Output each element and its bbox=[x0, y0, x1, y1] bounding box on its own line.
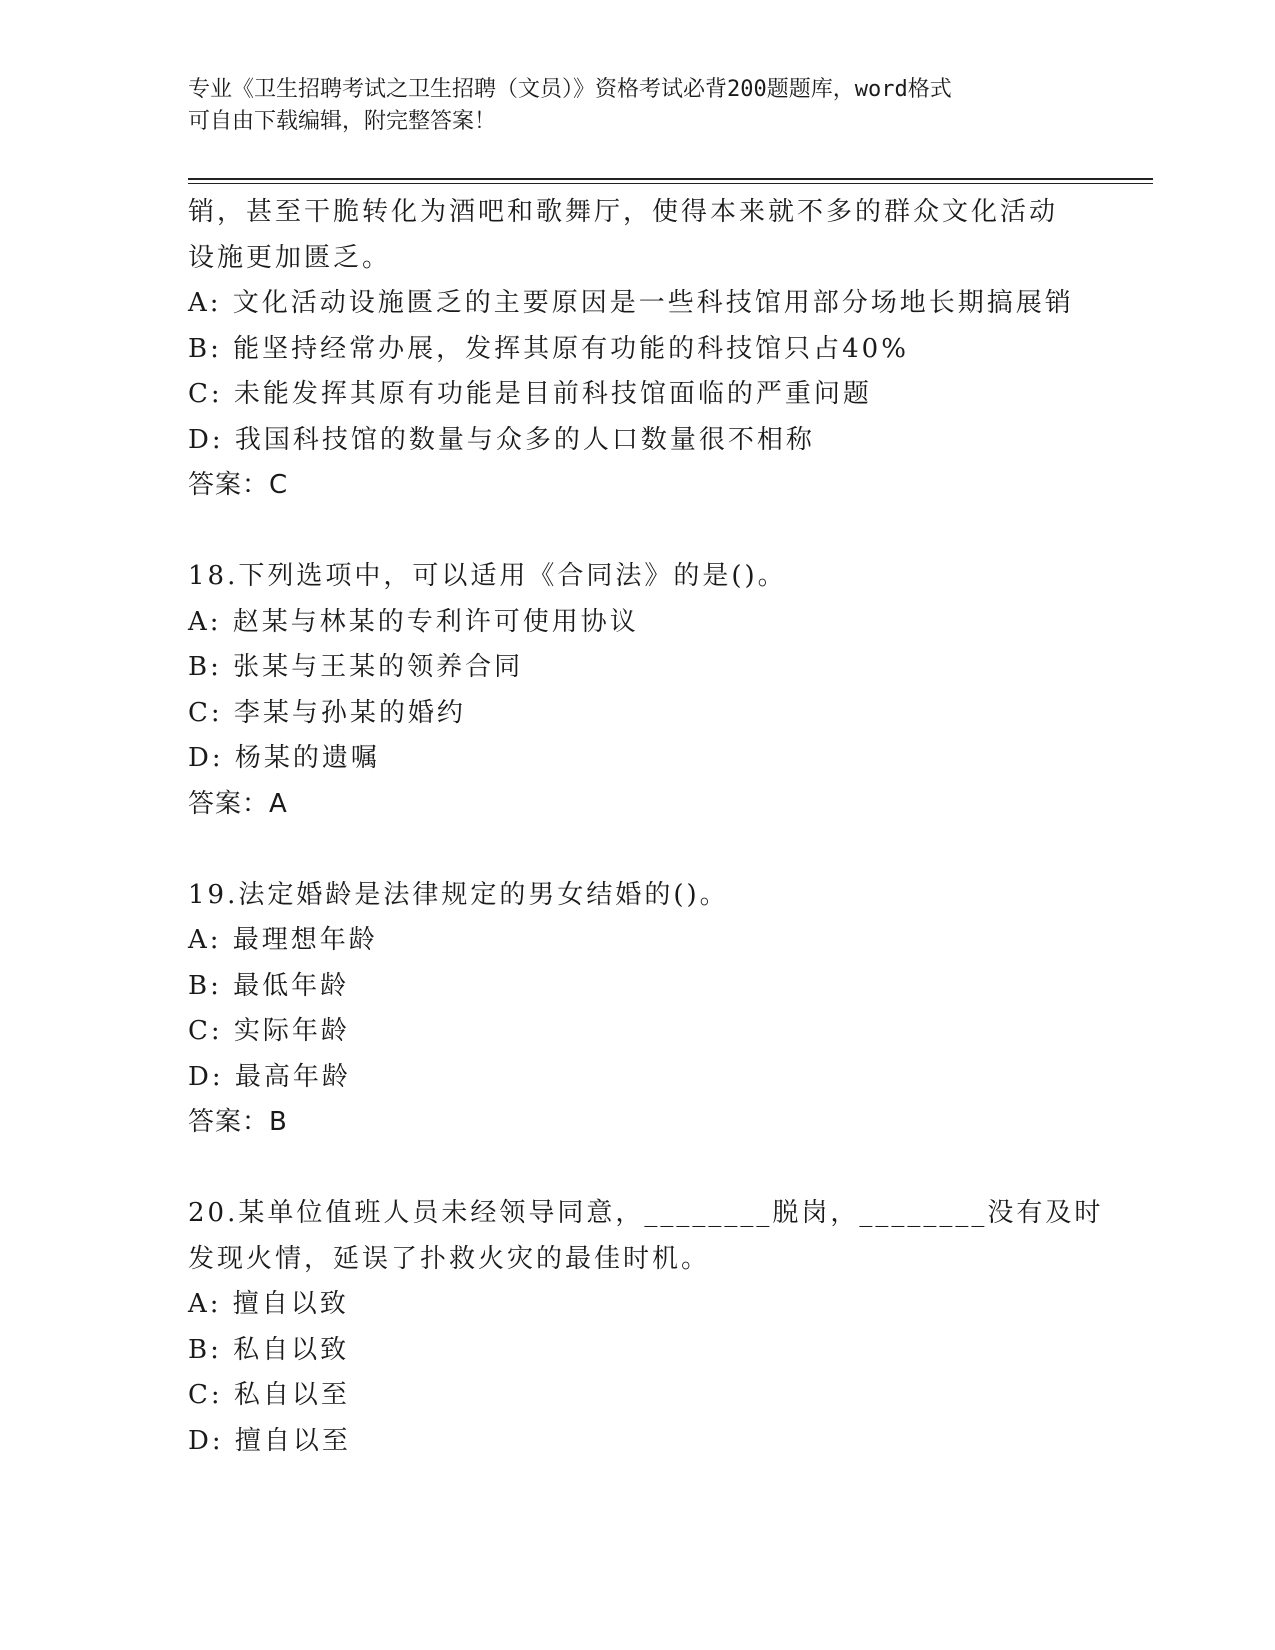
document-header bbox=[188, 74, 1088, 138]
spacer bbox=[188, 827, 1088, 873]
option-c: C: 实际年龄 bbox=[188, 1016, 350, 1046]
question-text-line: 销，甚至干脆转化为酒吧和歌舞厅，使得本来就不多的群众文化活动 bbox=[188, 197, 1059, 227]
option-a: A: 擅自以致 bbox=[188, 1289, 349, 1319]
option-b: B: 张某与王某的领养合同 bbox=[188, 652, 524, 682]
answer-line: 答案：A bbox=[188, 788, 288, 819]
question-20 bbox=[188, 1191, 1104, 1464]
header-divider-thick bbox=[188, 178, 1153, 180]
option-c: C: 李某与孙某的婚约 bbox=[188, 697, 466, 728]
question-text-line: 设施更加匮乏。 bbox=[188, 242, 392, 273]
option-b: B: 能坚持经常办展，发挥其原有功能的科技馆只占40% bbox=[188, 333, 909, 364]
option-b: B: 私自以致 bbox=[188, 1334, 350, 1365]
header-line-1: 专业《卫生招聘考试之卫生招聘（文员）》资格考试必背200题题库，word格式 bbox=[188, 77, 952, 102]
option-d: D: 擅自以至 bbox=[188, 1425, 351, 1456]
question-text: 18.下列选项中，可以适用《合同法》的是()。 bbox=[188, 561, 787, 591]
question-text: 19.法定婚龄是法律规定的男女结婚的()。 bbox=[188, 879, 729, 910]
option-a: A: 最理想年龄 bbox=[188, 925, 378, 955]
answer-line: 答案：C bbox=[188, 470, 289, 500]
option-a: A: 赵某与林某的专利许可使用协议 bbox=[188, 606, 639, 637]
spacer bbox=[188, 509, 1088, 555]
spacer bbox=[188, 1146, 1088, 1192]
question-text-line: 20.某单位值班人员未经领导同意，________脱岗，________没有及时 bbox=[188, 1198, 1104, 1228]
option-d: D: 最高年龄 bbox=[188, 1061, 351, 1092]
option-c: C: 未能发挥其原有功能是目前科技馆面临的严重问题 bbox=[188, 379, 872, 409]
question-text-line: 发现火情，延误了扑救火灾的最佳时机。 bbox=[188, 1243, 711, 1274]
document-body bbox=[188, 190, 1104, 1464]
option-d: D: 杨某的遗嘱 bbox=[188, 743, 380, 773]
question-19 bbox=[188, 873, 1088, 1146]
option-c: C: 私自以至 bbox=[188, 1380, 350, 1410]
question-18 bbox=[188, 554, 1088, 827]
option-b: B: 最低年龄 bbox=[188, 970, 350, 1001]
option-a: A: 文化活动设施匮乏的主要原因是一些科技馆用部分场地长期搞展销 bbox=[188, 288, 1074, 318]
answer-line: 答案：B bbox=[188, 1107, 288, 1137]
header-line-2: 可自由下载编辑，附完整答案！ bbox=[188, 109, 497, 134]
question-17-continuation bbox=[188, 190, 1088, 509]
header-divider-thin bbox=[188, 183, 1153, 184]
option-d: D: 我国科技馆的数量与众多的人口数量很不相称 bbox=[188, 424, 815, 455]
